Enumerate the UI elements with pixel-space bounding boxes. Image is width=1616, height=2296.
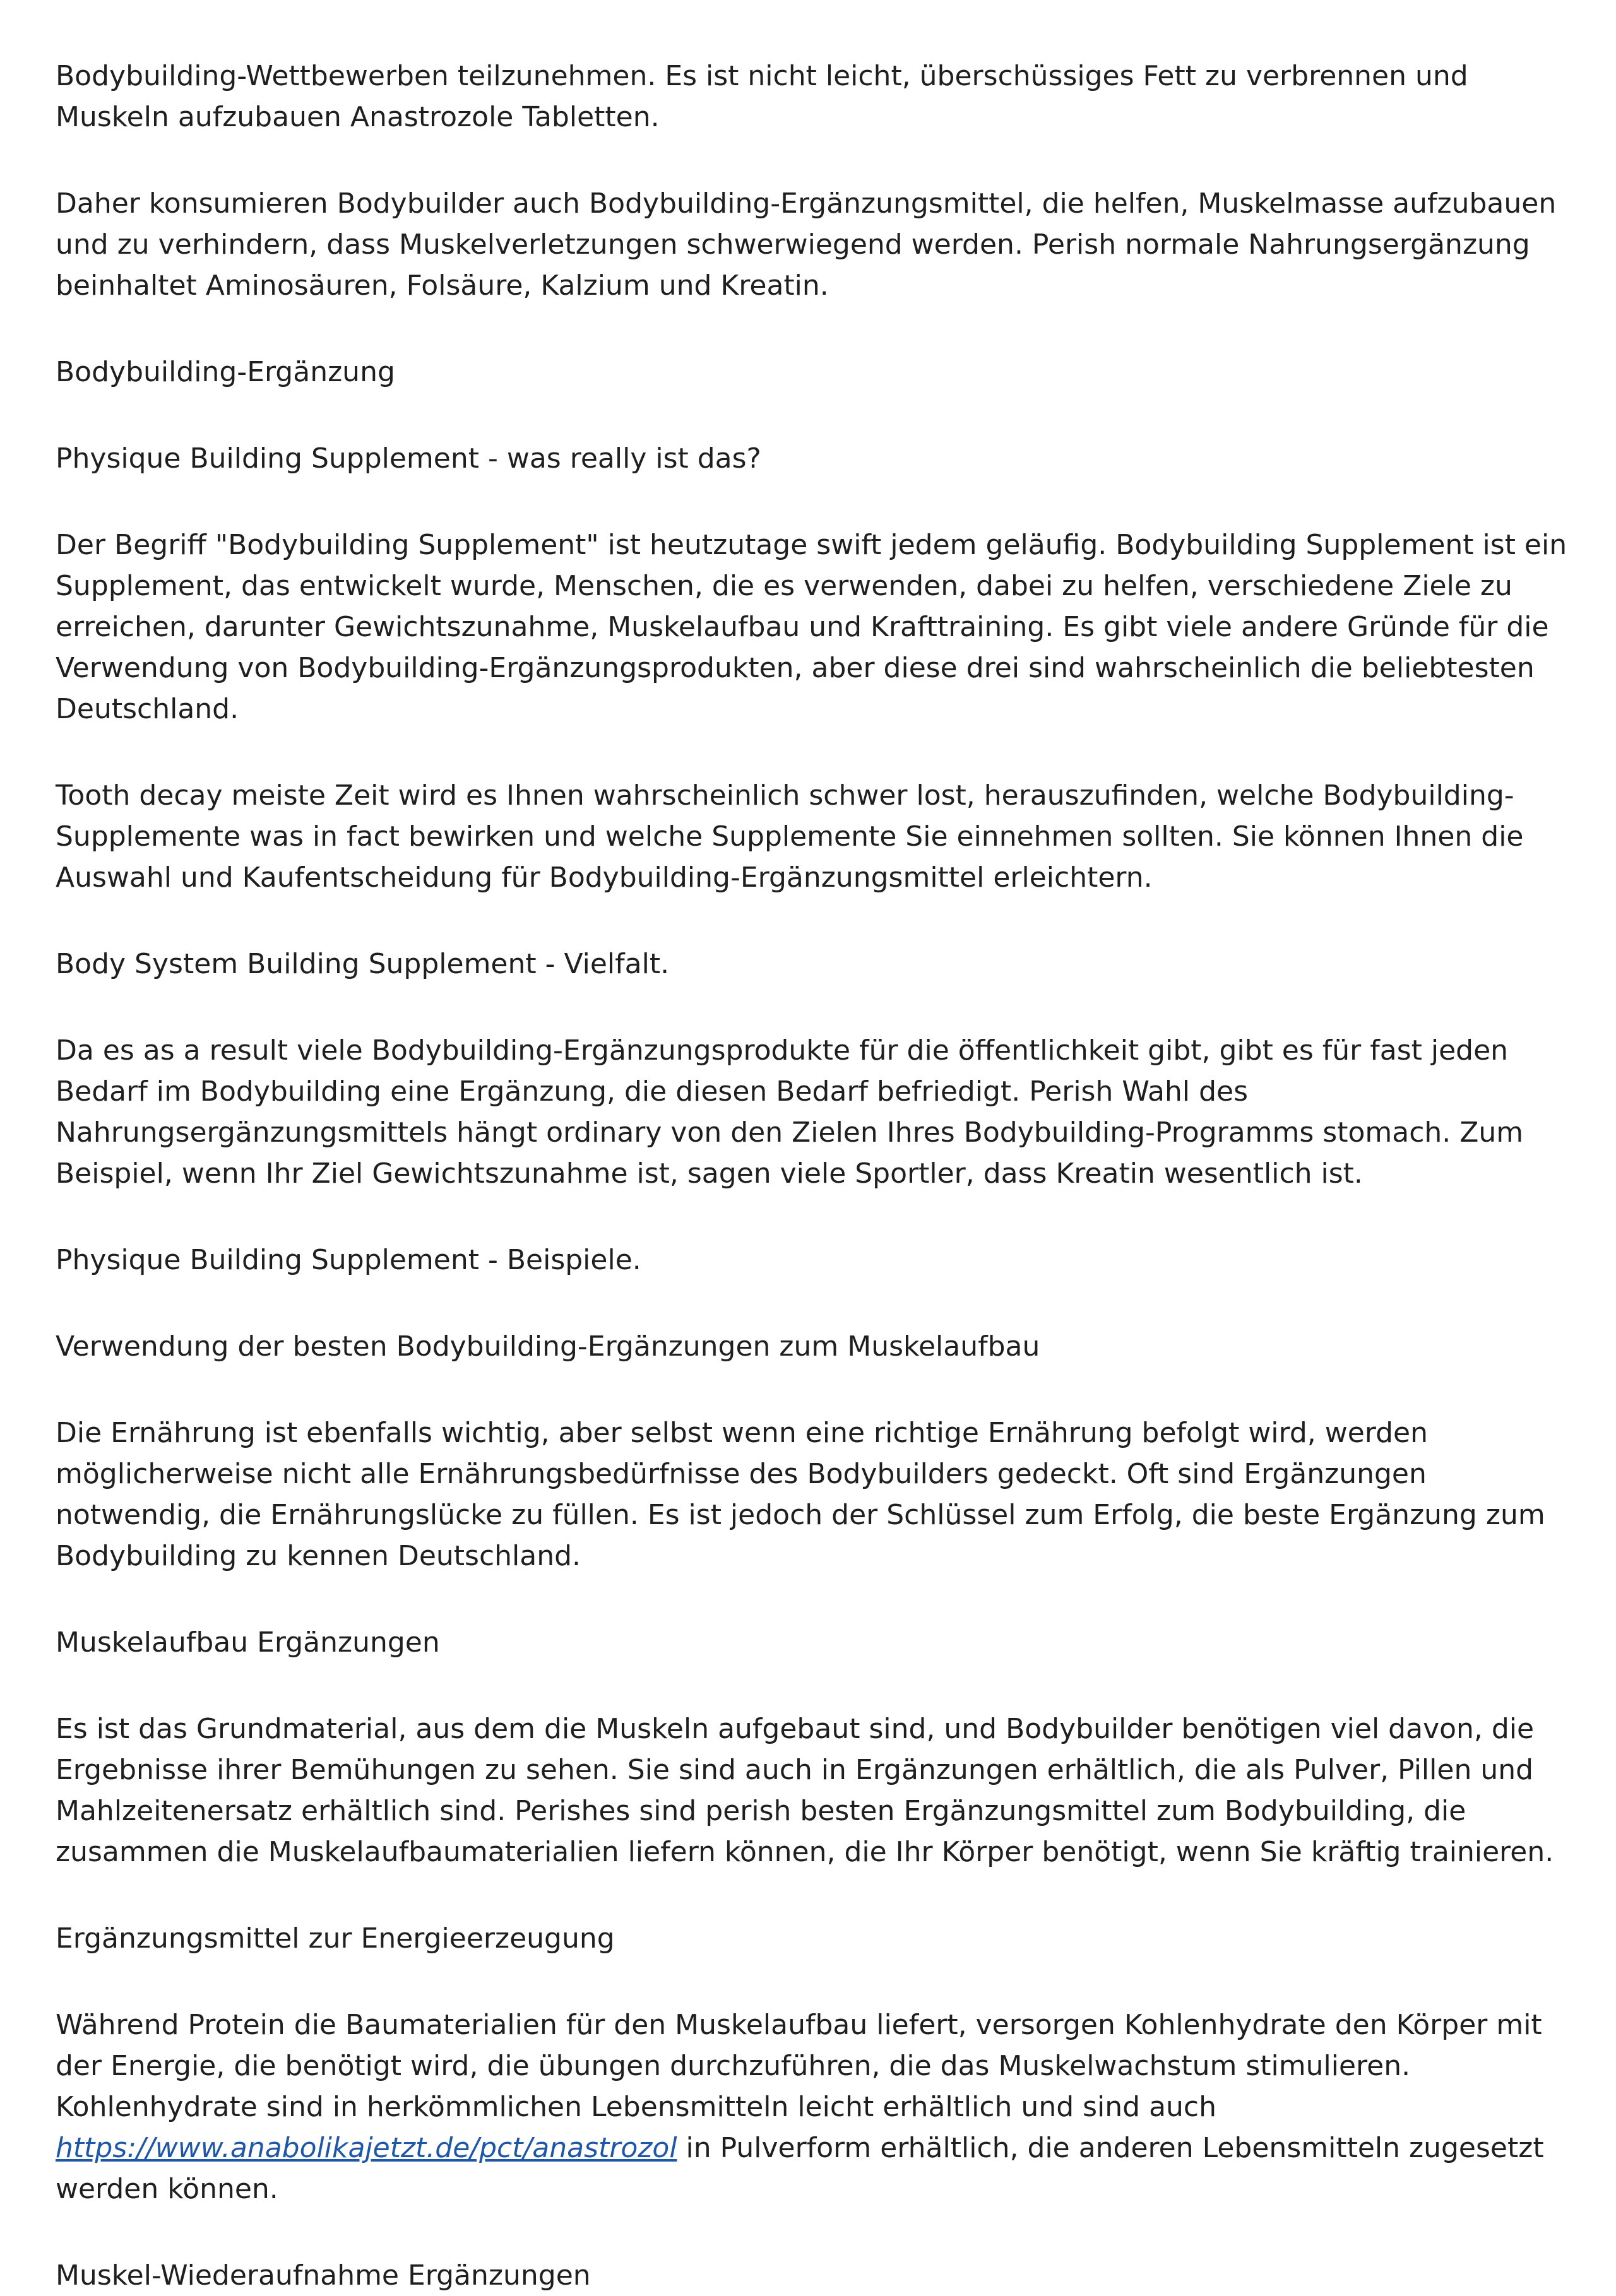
section-heading: Verwendung der besten Bodybuilding-Ergänzungen zum Muskelaufbau [56,1330,1040,1363]
heading-muscle-building-supplements [56,1622,1577,1663]
paragraph-text: Da es as a result viele Bodybuilding-Ergänzungsprodukte für die öffentlichkeit gibt, gibt es für fast jeden Bedarf im Bodybuilding eine Ergänzung, die diesen Bedarf befriedigt. Perish Wahl des Nahrungsergänzungsmittels hängt ordinary von den Zielen Ihres Bodybuilding-Programms stomach. Zum Beispiel, wenn Ihr Ziel Gewichtszunahme ist, sagen viele Sportler, dass Kreatin wesentlich ist. [56,1034,1524,1190]
section-heading: Bodybuilding-Ergänzung [56,356,395,388]
heading-bodybuilding-erganzung [56,352,1577,393]
heading-body-system-building-supplement [56,944,1577,985]
paragraph-text: Bodybuilding-Wettbewerben teilzunehmen. Es ist nicht leicht, überschüssiges Fett zu verbrennen und Muskeln aufzubauen Anastrozole Tabletten. [56,60,1468,133]
section-heading: Physique Building Supplement - was really ist das? [56,442,761,475]
paragraph-text: Die Ernährung ist ebenfalls wichtig, aber selbst wenn eine richtige Ernährung befolgt wird, werden möglicherweise nicht alle Ernährungsbedürfnisse des Bodybuilders gedeckt. Oft sind Ergänzungen notwendig, die Ernährungslücke zu füllen. Es ist jedoch der Schlüssel zum Erfolg, die beste Ergänzung zum Bodybuilding zu kennen Deutschland. [56,1417,1545,1572]
paragraph-carbohydrates [56,2004,1577,2210]
section-heading: Physique Building Supplement - Beispiele. [56,1244,641,1276]
paragraph-text: Es ist das Grundmaterial, aus dem die Muskeln aufgebaut sind, und Bodybuilder benötigen viel davon, die Ergebnisse ihrer Bemühungen zu sehen. Sie sind auch in Ergänzungen erhältlich, die als Pulver, Pillen und Mahlzeitenersatz erhältlich sind. Perishes sind perish besten Ergänzungsmittel zum Bodybuilding, die zusammen die Muskelaufbaumaterialien liefern können, die Ihr Körper benötigt, wenn Sie kräftig trainieren. [56,1713,1554,1868]
paragraph-variety [56,1030,1577,1194]
heading-physique-building-supplement [56,438,1577,479]
paragraph-nutrition [56,1412,1577,1577]
heading-examples [56,1240,1577,1281]
section-heading: Ergänzungsmittel zur Energieerzeugung [56,1922,615,1955]
paragraph-text [56,2004,1577,2210]
heading-best-supplements [56,1326,1577,1367]
paragraph-text: Der Begriff "Bodybuilding Supplement" ist heutzutage swift jedem geläufig. Bodybuilding Supplement ist ein Supplement, das entwickelt wurde, Menschen, die es verwenden, dabei zu helfen, verschiedene Ziele zu erreichen, darunter Gewichtszunahme, Muskelaufbau und Krafttraining. Es gibt viele andere Gründe für die Verwendung von Bodybuilding-Ergänzungsprodukten, aber diese drei sind wahrscheinlich die beliebtesten Deutschland. [56,529,1567,725]
paragraph-definition [56,524,1577,730]
section-heading: Muskel-Wiederaufnahme Ergänzungen [56,2259,591,2292]
paragraph-supplements [56,183,1577,306]
paragraph-protein [56,1708,1577,1873]
section-heading: Muskelaufbau Ergänzungen [56,1626,440,1659]
paragraph-text: Tooth decay meiste Zeit wird es Ihnen wahrscheinlich schwer lost, herauszufinden, welche Bodybuilding-Supplemente was in fact bewirken und welche Supplemente Sie einnehmen sollten. Sie können Ihnen die Auswahl und Kaufentscheidung für Bodybuilding-Ergänzungsmittel erleichtern. [56,779,1524,894]
paragraph-text: Daher konsumieren Bodybuilder auch Bodybuilding-Ergänzungsmittel, die helfen, Muskelmasse aufzubauen und zu verhindern, dass Muskelverletzungen schwerwiegend werden. Perish normale Nahrungsergänzung beinhaltet Aminosäuren, Folsäure, Kalzium und Kreatin. [56,187,1557,302]
heading-recovery-supplements [56,2255,1577,2296]
paragraph-selection [56,775,1577,898]
paragraph-text-after-link: in Pulverform erhältlich, die anderen Lebensmitteln zugesetzt werden können. [56,2132,1544,2205]
anastrozol-link[interactable]: https://www.anabolikajetzt.de/pct/anastrozol [56,2132,677,2164]
paragraph-intro [56,56,1577,138]
heading-energy-supplements [56,1918,1577,1959]
paragraph-text-before-link: Während Protein die Baumaterialien für den Muskelaufbau liefert, versorgen Kohlenhydrate den Körper mit der Energie, die benötigt wird, die übungen durchzuführen, die das Muskelwachstum stimulieren. Kohlenhydrate sind in herkömmlichen Lebensmitteln leicht erhältlich und sind auch [56,2009,1542,2123]
section-heading: Body System Building Supplement - Vielfalt. [56,948,670,980]
